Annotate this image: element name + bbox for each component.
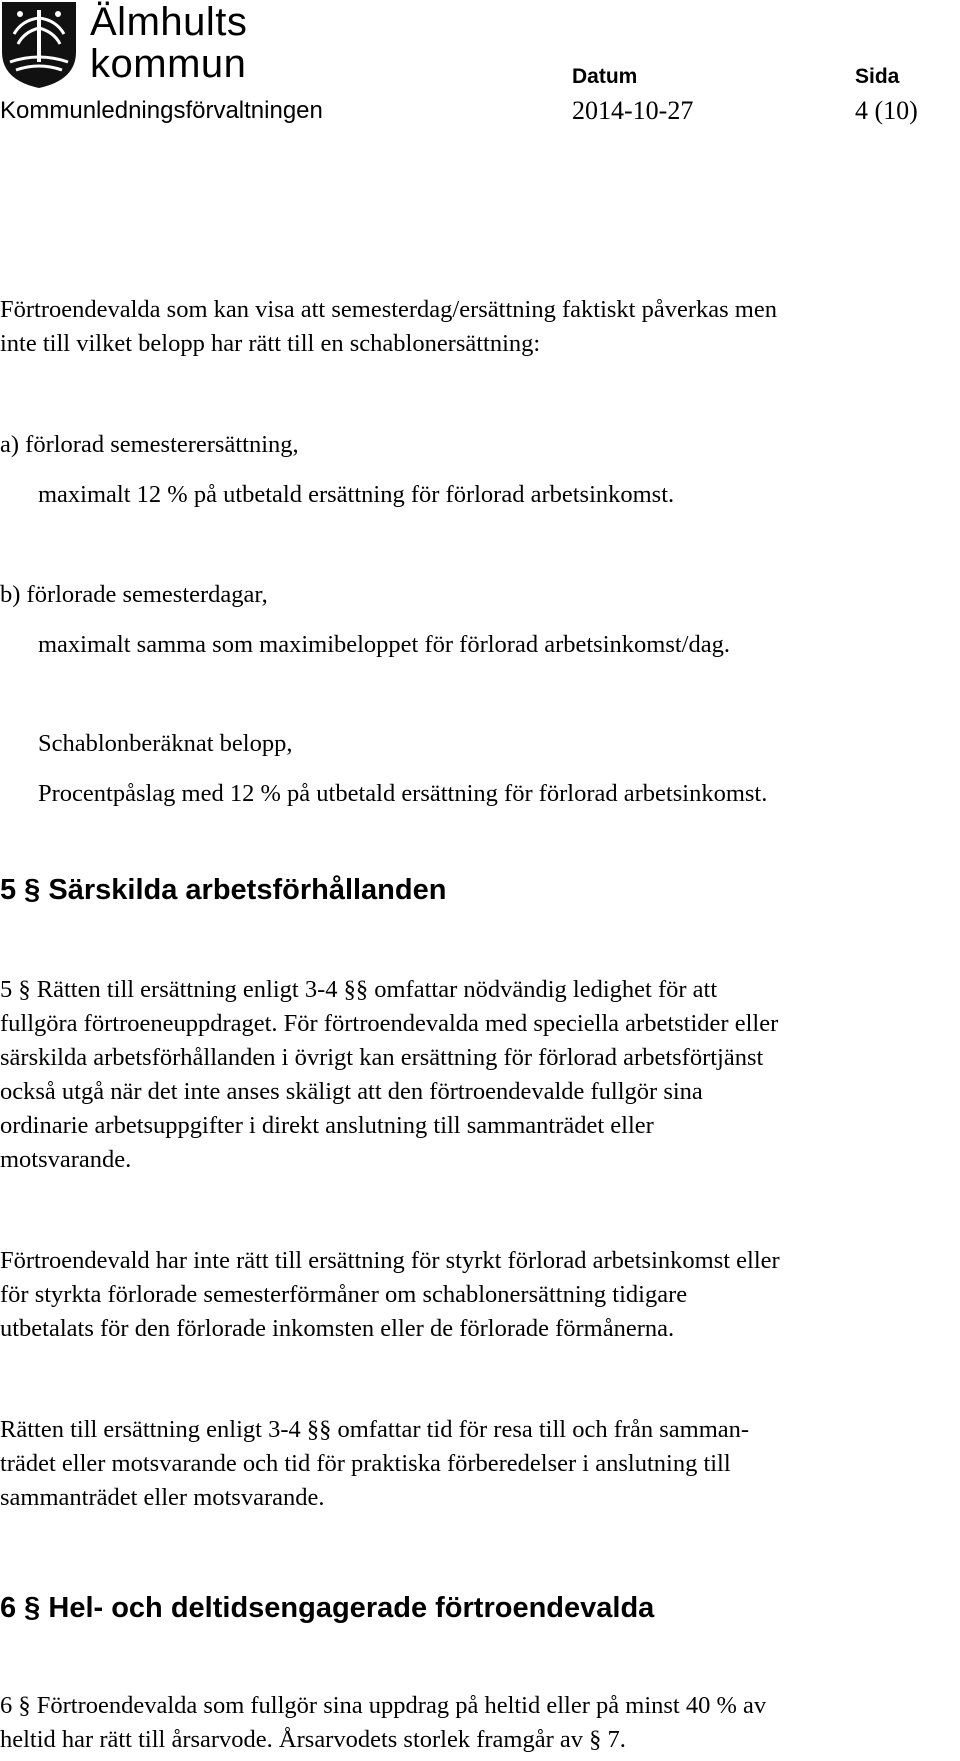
page-number: 4 (10) [855,96,918,125]
page-label: Sida [855,65,900,88]
schablon-detail: Procentpåslag med 12 % på utbetald ersättning för förlorad arbetsinkomst. [38,780,768,807]
item-a-label: a) förlorad semesterersättning, [0,431,299,458]
section-5-para1-line: ordinarie arbetsuppgifter i direkt anslutning till sammanträdet eller [0,1112,654,1139]
section-5-para2-line: för styrkta förlorade semesterförmåner om schablonersättning tidigare [0,1281,688,1308]
section-5-para1-line: också utgå när det inte anses skäligt att den förtroendevalde fullgör sina [0,1078,703,1105]
item-b-detail: maximalt samma som maximibeloppet för förlorad arbetsinkomst/dag. [38,631,730,658]
section-5-para1-line: 5 § Rätten till ersättning enligt 3-4 §§ omfattar nödvändig ledighet för att [0,976,718,1003]
section-5-para1-line: fullgöra förtroeneuppdraget. För förtroendevalda med speciella arbetstider eller [0,1010,779,1037]
date-label: Datum [572,65,638,88]
section-6-para1-line: heltid har rätt till årsarvode. Årsarvodets storlek framgår av § 7. [0,1726,626,1753]
department-name: Kommunledningsförvaltningen [0,97,323,124]
section-5-para3-line: sammanträdet eller motsvarande. [0,1484,325,1511]
org-name-line2: kommun [90,42,247,86]
intro-line-1: Förtroendevalda som kan visa att semesterdag/ersättning faktiskt påverkas men [0,296,777,323]
section-5-para3-line: Rätten till ersättning enligt 3-4 §§ omfattar tid för resa till och från samman- [0,1416,750,1443]
section-5-para1-line: särskilda arbetsförhållanden i övrigt kan ersättning för förlorad arbetsförtjänst [0,1044,764,1071]
item-a-detail: maximalt 12 % på utbetald ersättning för förlorad arbetsinkomst. [38,481,675,508]
section-6-para1-line: 6 § Förtroendevalda som fullgör sina uppdrag på heltid eller på minst 40 % av [0,1692,767,1719]
section-5-para2-line: Förtroendevald har inte rätt till ersättning för styrkt förlorad arbetsinkomst eller [0,1247,780,1274]
schablon-label: Schablonberäknat belopp, [38,730,293,757]
date-value: 2014-10-27 [572,96,694,125]
section-5-para1-line: motsvarande. [0,1146,132,1173]
section-5-para2-line: utbetalats för den förlorade inkomsten eller de förlorade förmånerna. [0,1315,675,1342]
intro-line-2: inte till vilket belopp har rätt till en schablonersättning: [0,330,541,357]
section-6-heading: 6 § Hel- och deltidsengagerade förtroendevalda [0,1592,655,1624]
item-b-label: b) förlorade semesterdagar, [0,581,268,608]
section-5-heading: 5 § Särskilda arbetsförhållanden [0,874,447,906]
org-name-line1: Älmhults [90,0,248,44]
municipal-coat-of-arms-icon [0,0,78,90]
section-5-para3-line: trädet eller motsvarande och tid för praktiska förberedelser i anslutning till [0,1450,731,1477]
